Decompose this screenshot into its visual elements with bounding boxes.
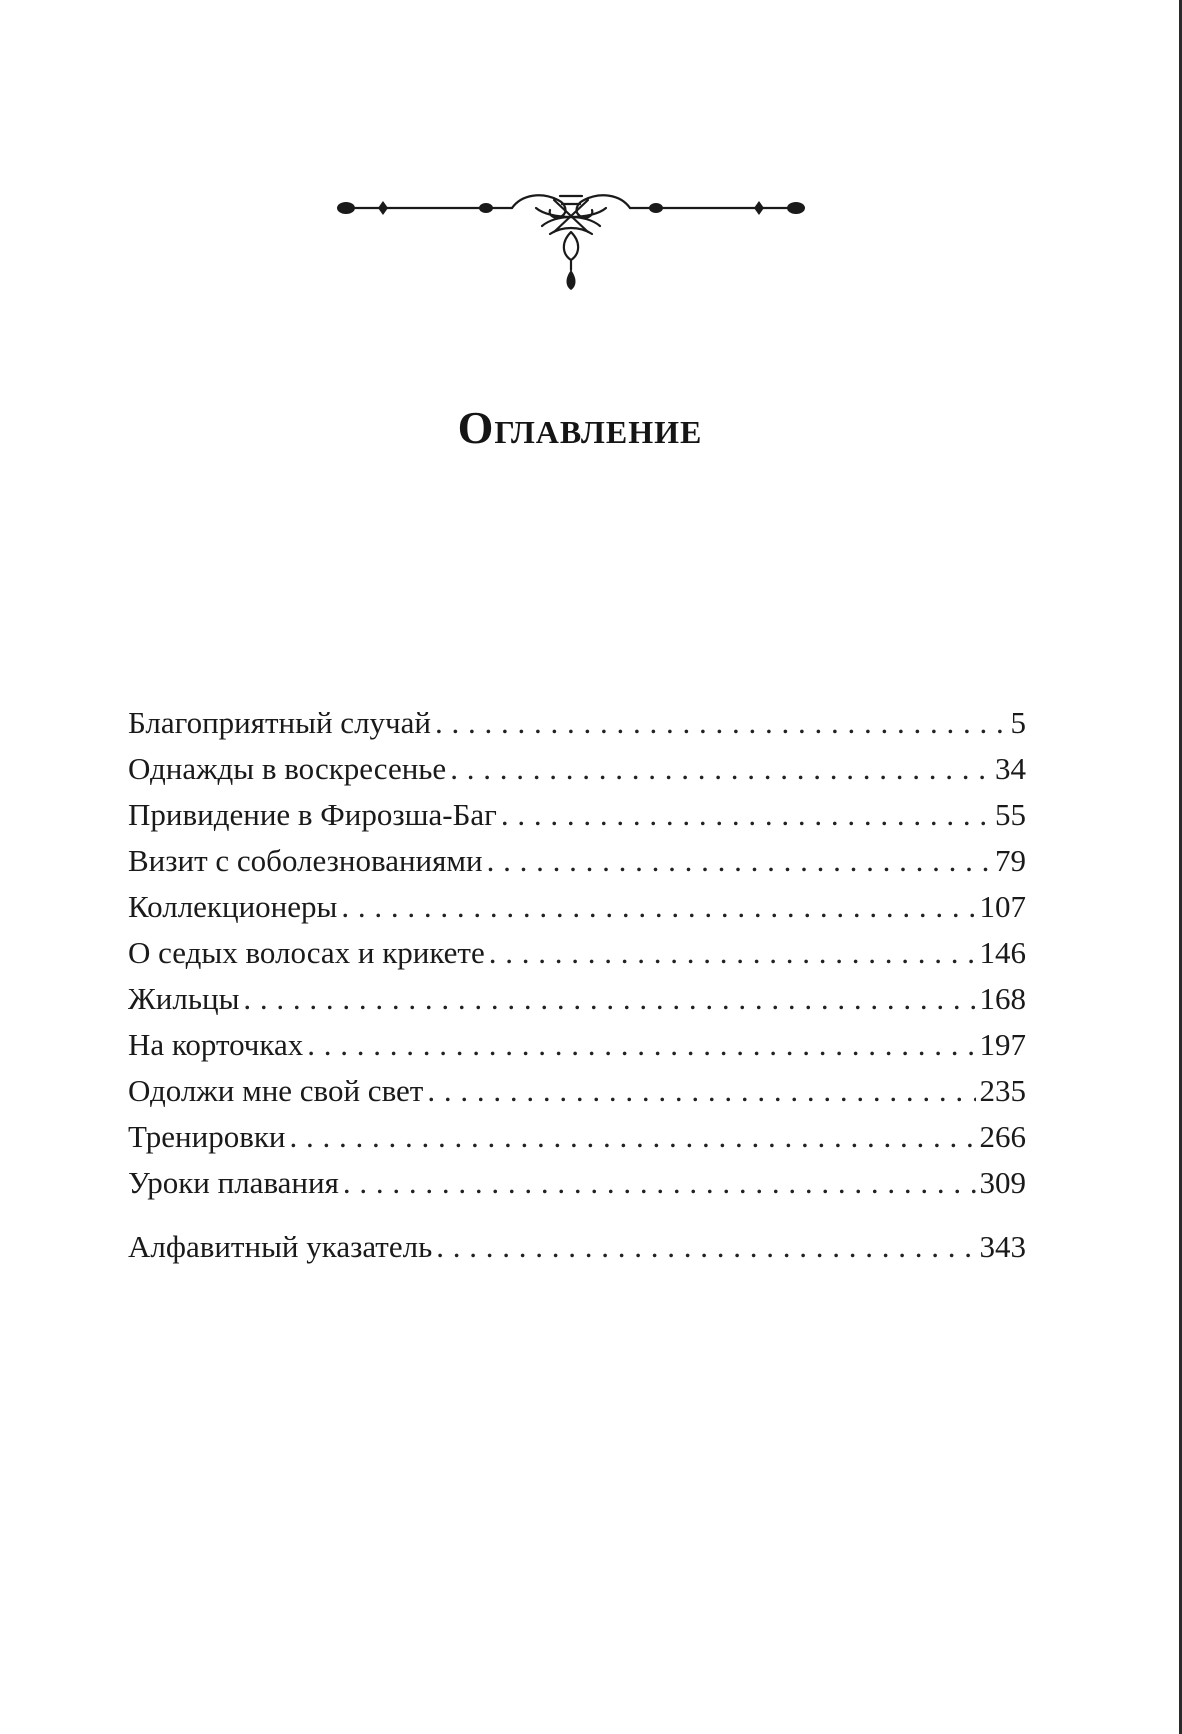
toc-entry-page: 197 [979, 1027, 1026, 1062]
toc-entry[interactable] [128, 1022, 1026, 1068]
dot-leader [341, 884, 975, 930]
table-of-contents [128, 700, 1026, 1270]
toc-entry-page: 5 [1010, 705, 1026, 740]
dot-leader [489, 930, 976, 976]
flourish-ornament-icon [336, 186, 806, 302]
toc-entry-title: Коллекционеры [128, 889, 338, 924]
toc-entry[interactable] [128, 700, 1026, 746]
dot-leader [307, 1022, 975, 1068]
toc-entry-title: О седых волосах и крикете [128, 935, 485, 970]
dot-leader [243, 976, 975, 1022]
toc-entry-title: Тренировки [128, 1119, 286, 1154]
toc-index-entry[interactable] [128, 1224, 1026, 1270]
toc-entry-page: 343 [979, 1229, 1026, 1264]
toc-entry-title: Уроки плавания [128, 1165, 339, 1200]
dot-leader [501, 792, 991, 838]
toc-entry-title: Одолжи мне свой свет [128, 1073, 424, 1108]
toc-entry[interactable] [128, 746, 1026, 792]
page-title: Оглавление [457, 402, 703, 453]
toc-entry[interactable] [128, 884, 1026, 930]
toc-entry[interactable] [128, 930, 1026, 976]
toc-entry-page: 146 [979, 935, 1026, 970]
dot-leader [487, 838, 991, 884]
dot-leader [427, 1068, 975, 1114]
toc-entry-title: Однажды в воскресенье [128, 751, 447, 786]
dot-leader [343, 1160, 976, 1206]
toc-entry[interactable] [128, 1114, 1026, 1160]
toc-entry-title: Алфавитный указатель [128, 1229, 433, 1264]
toc-entry[interactable] [128, 1068, 1026, 1114]
dot-leader [436, 1224, 975, 1270]
toc-entry-page: 168 [979, 981, 1026, 1016]
toc-entry-page: 107 [979, 889, 1026, 924]
toc-entry[interactable] [128, 838, 1026, 884]
dot-leader [289, 1114, 975, 1160]
toc-entry-page: 235 [979, 1073, 1026, 1108]
toc-entry[interactable] [128, 976, 1026, 1022]
toc-entry-page: 309 [979, 1165, 1026, 1200]
toc-entry-page: 79 [995, 843, 1026, 878]
toc-entry-title: Привидение в Фирозша-Баг [128, 797, 497, 832]
toc-entry-page: 55 [995, 797, 1026, 832]
toc-entry-title: Визит с соболезнованиями [128, 843, 483, 878]
toc-entry[interactable] [128, 792, 1026, 838]
toc-entry-page: 34 [995, 751, 1026, 786]
dot-leader [435, 700, 1007, 746]
toc-entry-title: Благоприятный случай [128, 705, 431, 740]
toc-entry[interactable] [128, 1160, 1026, 1206]
toc-entry-page: 266 [979, 1119, 1026, 1154]
toc-entry-title: На корточках [128, 1027, 304, 1062]
toc-entry-title: Жильцы [128, 981, 240, 1016]
dot-leader [450, 746, 991, 792]
